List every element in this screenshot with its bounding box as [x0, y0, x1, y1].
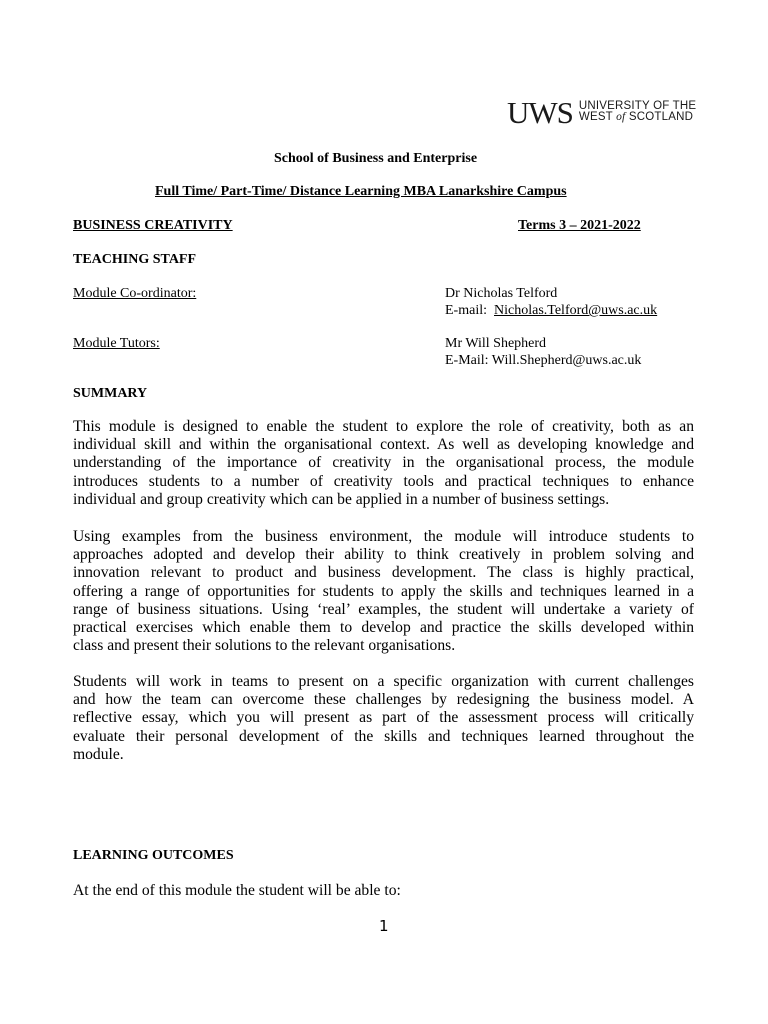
coordinator-email-row [445, 302, 657, 319]
coordinator-email-link[interactable]: Nicholas.Telford@uws.ac.uk [494, 303, 658, 318]
paragraph-line: This module is designed to enable the student to explore the role of creativity, both as an [73, 418, 694, 435]
paragraph-line: module. [73, 745, 124, 763]
coordinator-email-label: E-mail: [445, 303, 487, 318]
paragraph-line: approaches adopted and develop their ability to think creatively in problem solving and [73, 546, 694, 564]
paragraph-line: individual skill and within the organisational context. As well as developing knowledge and [73, 436, 694, 454]
uws-logo [507, 96, 696, 128]
paragraph-line: evaluate their personal development of the skills and techniques learned throughout the [73, 727, 694, 745]
paragraph-line: innovation relevant to product and business development. The class is highly practical, [73, 564, 694, 582]
paragraph-line: introduces students to a number of creativity tools and practical techniques to enhance [73, 472, 694, 490]
paragraph-line: Students will work in teams to present on a specific organization with current challenges [73, 673, 694, 690]
paragraph-line: offering a range of opportunities for students to apply the skills and techniques learned in a [73, 582, 694, 600]
paragraph-line: understanding of the importance of creativity in the organisational process, the module [73, 454, 694, 472]
coordinator-label: Module Co-ordinator: [73, 286, 197, 301]
tutor-name: Mr Will Shepherd [445, 336, 547, 351]
page-number: 1 [379, 917, 389, 935]
logo-mark: UWS [507, 94, 573, 130]
paragraph-line: Using examples from the business environment, the module will introduce students to [73, 528, 694, 545]
term-label: Terms 3 – 2021-2022 [518, 218, 641, 233]
teaching-staff-heading: TEACHING STAFF [73, 252, 197, 267]
school-title: School of Business and Enterprise [274, 151, 478, 166]
module-title: BUSINESS CREATIVITY [73, 218, 233, 233]
logo-line-2-post: SCOTLAND [625, 111, 694, 123]
summary-paragraph-1 [73, 418, 694, 509]
paragraph-line: class and present their solutions to the relevant organisations. [73, 637, 456, 655]
logo-line-2-of: of [616, 111, 626, 123]
logo-line-2-pre: WEST [578, 111, 617, 123]
logo-line-1: UNIVERSITY OF THE [578, 100, 697, 112]
programme-title: Full Time/ Part-Time/ Distance Learning MBA Lanarkshire Campus [155, 184, 567, 199]
summary-paragraph-3 [73, 673, 694, 764]
tutor-email-row [445, 352, 641, 369]
learning-outcomes-intro: At the end of this module the student will be able to: [73, 882, 401, 899]
paragraph-line: and how the team can overcome these challenges by redesigning the business model. A [73, 691, 694, 709]
paragraph-line: reflective essay, which you will present as part of the assessment process will critically [73, 709, 694, 727]
paragraph-line: individual and group creativity which can be applied in a number of business settings. [73, 490, 610, 508]
paragraph-line: practical exercises which enable them to develop and practice the skills developed within [73, 619, 694, 637]
summary-paragraph-2 [73, 528, 694, 655]
tutor-email-label: E-Mail: [445, 353, 489, 368]
learning-outcomes-heading: LEARNING OUTCOMES [73, 848, 234, 863]
tutor-email: Will.Shepherd@uws.ac.uk [491, 353, 642, 368]
logo-line-2 [579, 111, 693, 123]
paragraph-line: range of business situations. Using ‘real’ examples, the student will undertake a variety of [73, 600, 694, 618]
summary-heading: SUMMARY [73, 386, 148, 401]
logo-wordmark [579, 101, 696, 123]
coordinator-name: Dr Nicholas Telford [445, 286, 558, 301]
tutors-label: Module Tutors: [73, 336, 160, 351]
